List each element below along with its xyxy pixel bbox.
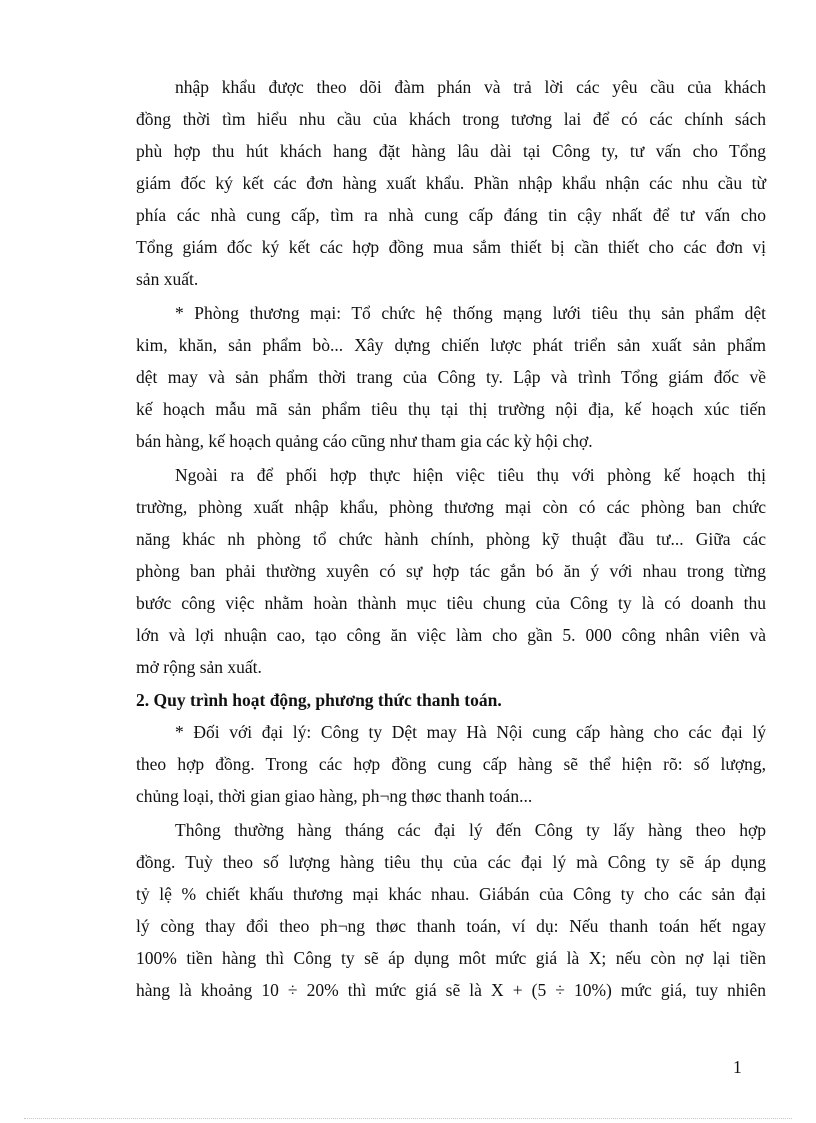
paragraph-line: hàng là khoảng 10 ÷ 20% thì mức giá sẽ là X + (5 ÷ 10%) mức giá, tuy nhiên xyxy=(136,980,766,1000)
paragraph-line: phòng ban phải thường xuyên có sự hợp tác gắn bó ăn ý với nhau trong từng xyxy=(136,561,766,581)
paragraph-line: bước công việc nhằm hoàn thành mục tiêu chung của Công ty là có doanh thu xyxy=(136,593,766,613)
paragraph-line: * Phòng thương mại: Tổ chức hệ thống mạng lưới tiêu thụ sản phẩm dệt xyxy=(175,303,766,323)
paragraph-line: Tổng giám đốc ký kết các hợp đồng mua sắm thiết bị cần thiết cho các đơn vị xyxy=(136,237,766,257)
paragraph-line: bán hàng, kế hoạch quảng cáo cũng như tham gia các kỳ hội chợ. xyxy=(136,431,593,451)
paragraph-line: đồng. Tuỳ theo số lượng hàng tiêu thụ của các đại lý mà Công ty sẽ áp dụng xyxy=(136,852,766,872)
paragraph-line: phía các nhà cung cấp, tìm ra nhà cung cấp đáng tin cậy nhất để tư vấn cho xyxy=(136,205,766,225)
paragraph-line: kim, khăn, sản phẩm bò... Xây dựng chiến lược phát triển sản xuất sản phẩm xyxy=(136,335,766,355)
paragraph-line: theo hợp đồng. Trong các hợp đồng cung cấp hàng sẽ thể hiện rõ: số lượng, xyxy=(136,754,766,774)
page-number: 1 xyxy=(733,1057,742,1077)
paragraph-line: chủng loại, thời gian giao hàng, ph¬ng thøc thanh toán... xyxy=(136,786,533,806)
paragraph-line: * Đối với đại lý: Công ty Dệt may Hà Nội cung cấp hàng cho các đại lý xyxy=(175,722,766,742)
paragraph-line: sản xuất. xyxy=(136,269,199,289)
paragraph-line: năng khác nh phòng tổ chức hành chính, phòng kỹ thuật đầu tư... Giữa các xyxy=(136,529,766,549)
paragraph-line: trường, phòng xuất nhập khẩu, phòng thương mại còn có các phòng ban chức xyxy=(136,497,766,517)
paragraph-line: kế hoạch mẫu mã sản phẩm tiêu thụ tại thị trường nội địa, kế hoạch xúc tiến xyxy=(136,399,766,419)
paragraph-line: nhập khẩu được theo dõi đàm phán và trả lời các yêu cầu của khách xyxy=(175,77,766,97)
paragraph-line: lớn và lợi nhuận cao, tạo công ăn việc làm cho gần 5. 000 công nhân viên và xyxy=(136,625,766,645)
paragraph-line: Ngoài ra để phối hợp thực hiện việc tiêu thụ với phòng kế hoạch thị xyxy=(175,465,766,485)
page-bottom-divider xyxy=(24,1118,792,1119)
paragraph-line: tỷ lệ % chiết khấu thương mại khác nhau. Giábán của Công ty cho các sản đại xyxy=(136,884,766,904)
section-heading: 2. Quy trình hoạt động, phương thức thanh toán. xyxy=(136,690,502,710)
paragraph-line: đồng thời tìm hiểu nhu cầu của khách trong tương lai để có các chính sách xyxy=(136,109,766,129)
paragraph-line: giám đốc ký kết các đơn hàng xuất khẩu. Phần nhập khẩu nhận các nhu cầu từ xyxy=(136,173,766,193)
paragraph-line: phù hợp thu hút khách hang đặt hàng lâu dài tại Công ty, tư vấn cho Tổng xyxy=(136,141,766,161)
paragraph-line: 100% tiền hàng thì Công ty sẽ áp dụng môt mức giá là X; nếu còn nợ lại tiền xyxy=(136,948,766,968)
paragraph-line: dệt may và sản phẩm thời trang của Công ty. Lập và trình Tổng giám đốc về xyxy=(136,367,766,387)
paragraph-line: mở rộng sản xuất. xyxy=(136,657,262,677)
paragraph-line: lý còng thay đổi theo ph¬ng thøc thanh toán, ví dụ: Nếu thanh toán hết ngay xyxy=(136,916,766,936)
paragraph-line: Thông thường hàng tháng các đại lý đến Công ty lấy hàng theo hợp xyxy=(175,820,766,840)
